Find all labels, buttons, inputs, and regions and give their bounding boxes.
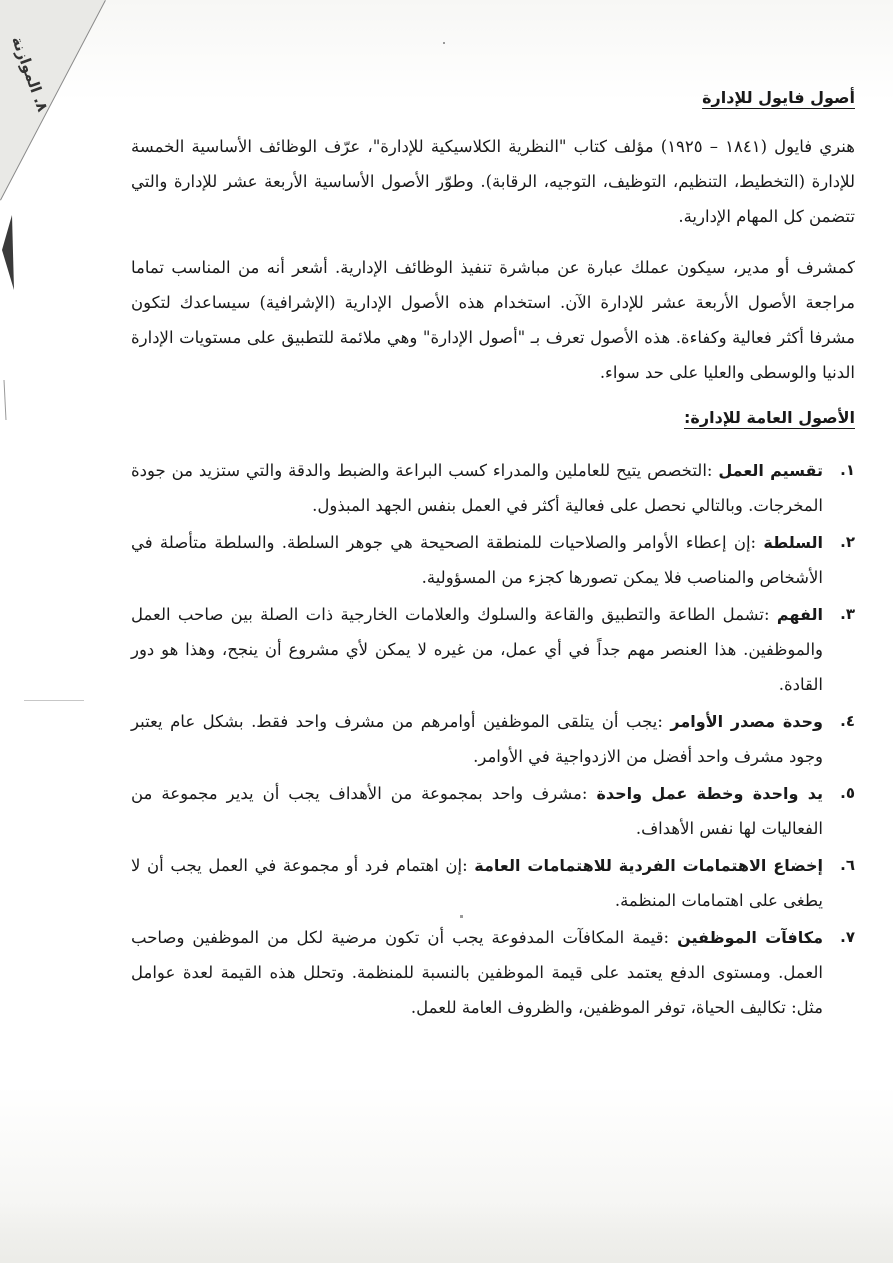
list-item bbox=[131, 525, 855, 595]
item-number: ٢. bbox=[840, 533, 855, 551]
scan-speck bbox=[24, 700, 84, 701]
principle-term: مكافآت الموظفين bbox=[677, 928, 824, 947]
item-number: ٥. bbox=[840, 784, 855, 802]
principle-term: إخضاع الاهتمامات الفردية للاهتمامات العامة bbox=[474, 856, 824, 875]
list-item bbox=[131, 453, 855, 523]
item-number: ٧. bbox=[840, 928, 855, 946]
page-title: أصول فايول للإدارة bbox=[702, 88, 855, 107]
principle-term: الفهم bbox=[776, 605, 823, 624]
scan-bottom-shadow bbox=[0, 1203, 893, 1263]
principle-text: :إن إعطاء الأوامر والصلاحيات للمنطقة الصحيحة هي جوهر السلطة. والسلطة متأصلة في الأشخاص والمناصب فلا يمكن تصورها كجزء من المسؤولية. bbox=[131, 533, 823, 587]
scan-speck bbox=[443, 42, 445, 44]
principle-text: :إن اهتمام فرد أو مجموعة في العمل يجب أن لا يطغى على اهتمامات المنظمة. bbox=[131, 856, 823, 910]
principles-list bbox=[131, 453, 855, 1025]
principle-term: وحدة مصدر الأوامر bbox=[670, 712, 823, 731]
intro-paragraph: كمشرف أو مدير، سيكون عملك عبارة عن مباشرة تنفيذ الوظائف الإدارية. أشعر أنه من المناسب تماما مراجعة الأصول الأربعة عشر للإدارة الآن. استخدام هذه الأصول الإدارية (الإشرافية) سيساعدك لتكون مشرفا أكثر فعالية وكفاءة. هذه الأصول تعرف بـ "أصول الإدارة" وهي ملائمة للتطبيق على مستويات الإدارة الدنيا والوسطى والعليا على حد سواء. bbox=[131, 258, 855, 382]
list-item bbox=[131, 776, 855, 846]
section-title: الأصول العامة للإدارة: bbox=[684, 408, 855, 427]
principle-text: :التخصص يتيح للعاملين والمدراء كسب البراعة والضبط والدقة والتي ستزيد من جودة المخرجات. وبالتالي نحصل على فعالية أكثر في العمل بنفس الجهد المبذول. bbox=[131, 461, 823, 515]
list-item bbox=[131, 704, 855, 774]
principle-text: :يجب أن يتلقى الموظفين أوامرهم من مشرف واحد فقط. بشكل عام يعتبر وجود مشرف واحد أفضل من الازدواجية في الأوامر. bbox=[131, 712, 823, 766]
intro-paragraph: هنري فايول (١٨٤١ – ١٩٢٥) مؤلف كتاب "النظرية الكلاسيكية للإدارة"، عرّف الوظائف الأساسية الخمسة للإدارة (التخطيط، التنظيم، التوظيف، التوجيه، الرقابة). وطوّر الأصول الأساسية الأربعة عشر للإدارة والتي تتضمن كل المهام الإدارية. bbox=[131, 137, 855, 226]
item-number: ٦. bbox=[840, 856, 855, 874]
principle-term: يد واحدة وخطة عمل واحدة bbox=[596, 784, 823, 803]
item-number: ٤. bbox=[840, 712, 855, 730]
principle-text: :مشرف واحد بمجموعة من الأهداف يجب أن يدير مجموعة من الفعاليات لها نفس الأهداف. bbox=[131, 784, 823, 838]
principle-text: :تشمل الطاعة والتطبيق والقاعة والسلوك والعلامات الخارجية ذات الصلة بين صاحب العمل والموظفين. هذا العنصر مهم جداً في أي عمل، من غيره لا يمكن لأي مشروع أن ينجح، وهذا هو دور القادة. bbox=[131, 605, 823, 694]
item-number: ٣. bbox=[840, 605, 855, 623]
principle-text: :قيمة المكافآت المدفوعة يجب أن تكون مرضية لكل من الموظفين وصاحب العمل. ومستوى الدفع يعتمد على قيمة الموظفين بالنسبة للمنظمة. وتحلل هذه القيمة لعدة عوامل مثل: تكاليف الحياة، توفر الموظفين، والظروف العامة للعمل. bbox=[131, 928, 823, 1017]
margin-note: ٨. الموازنة bbox=[8, 33, 52, 115]
list-item bbox=[131, 848, 855, 918]
list-item bbox=[131, 597, 855, 702]
principle-term: تقسيم العمل bbox=[718, 461, 823, 480]
list-item bbox=[131, 920, 855, 1025]
item-number: ١. bbox=[840, 461, 855, 479]
document-body bbox=[131, 78, 855, 1027]
principle-term: السلطة bbox=[763, 533, 823, 552]
